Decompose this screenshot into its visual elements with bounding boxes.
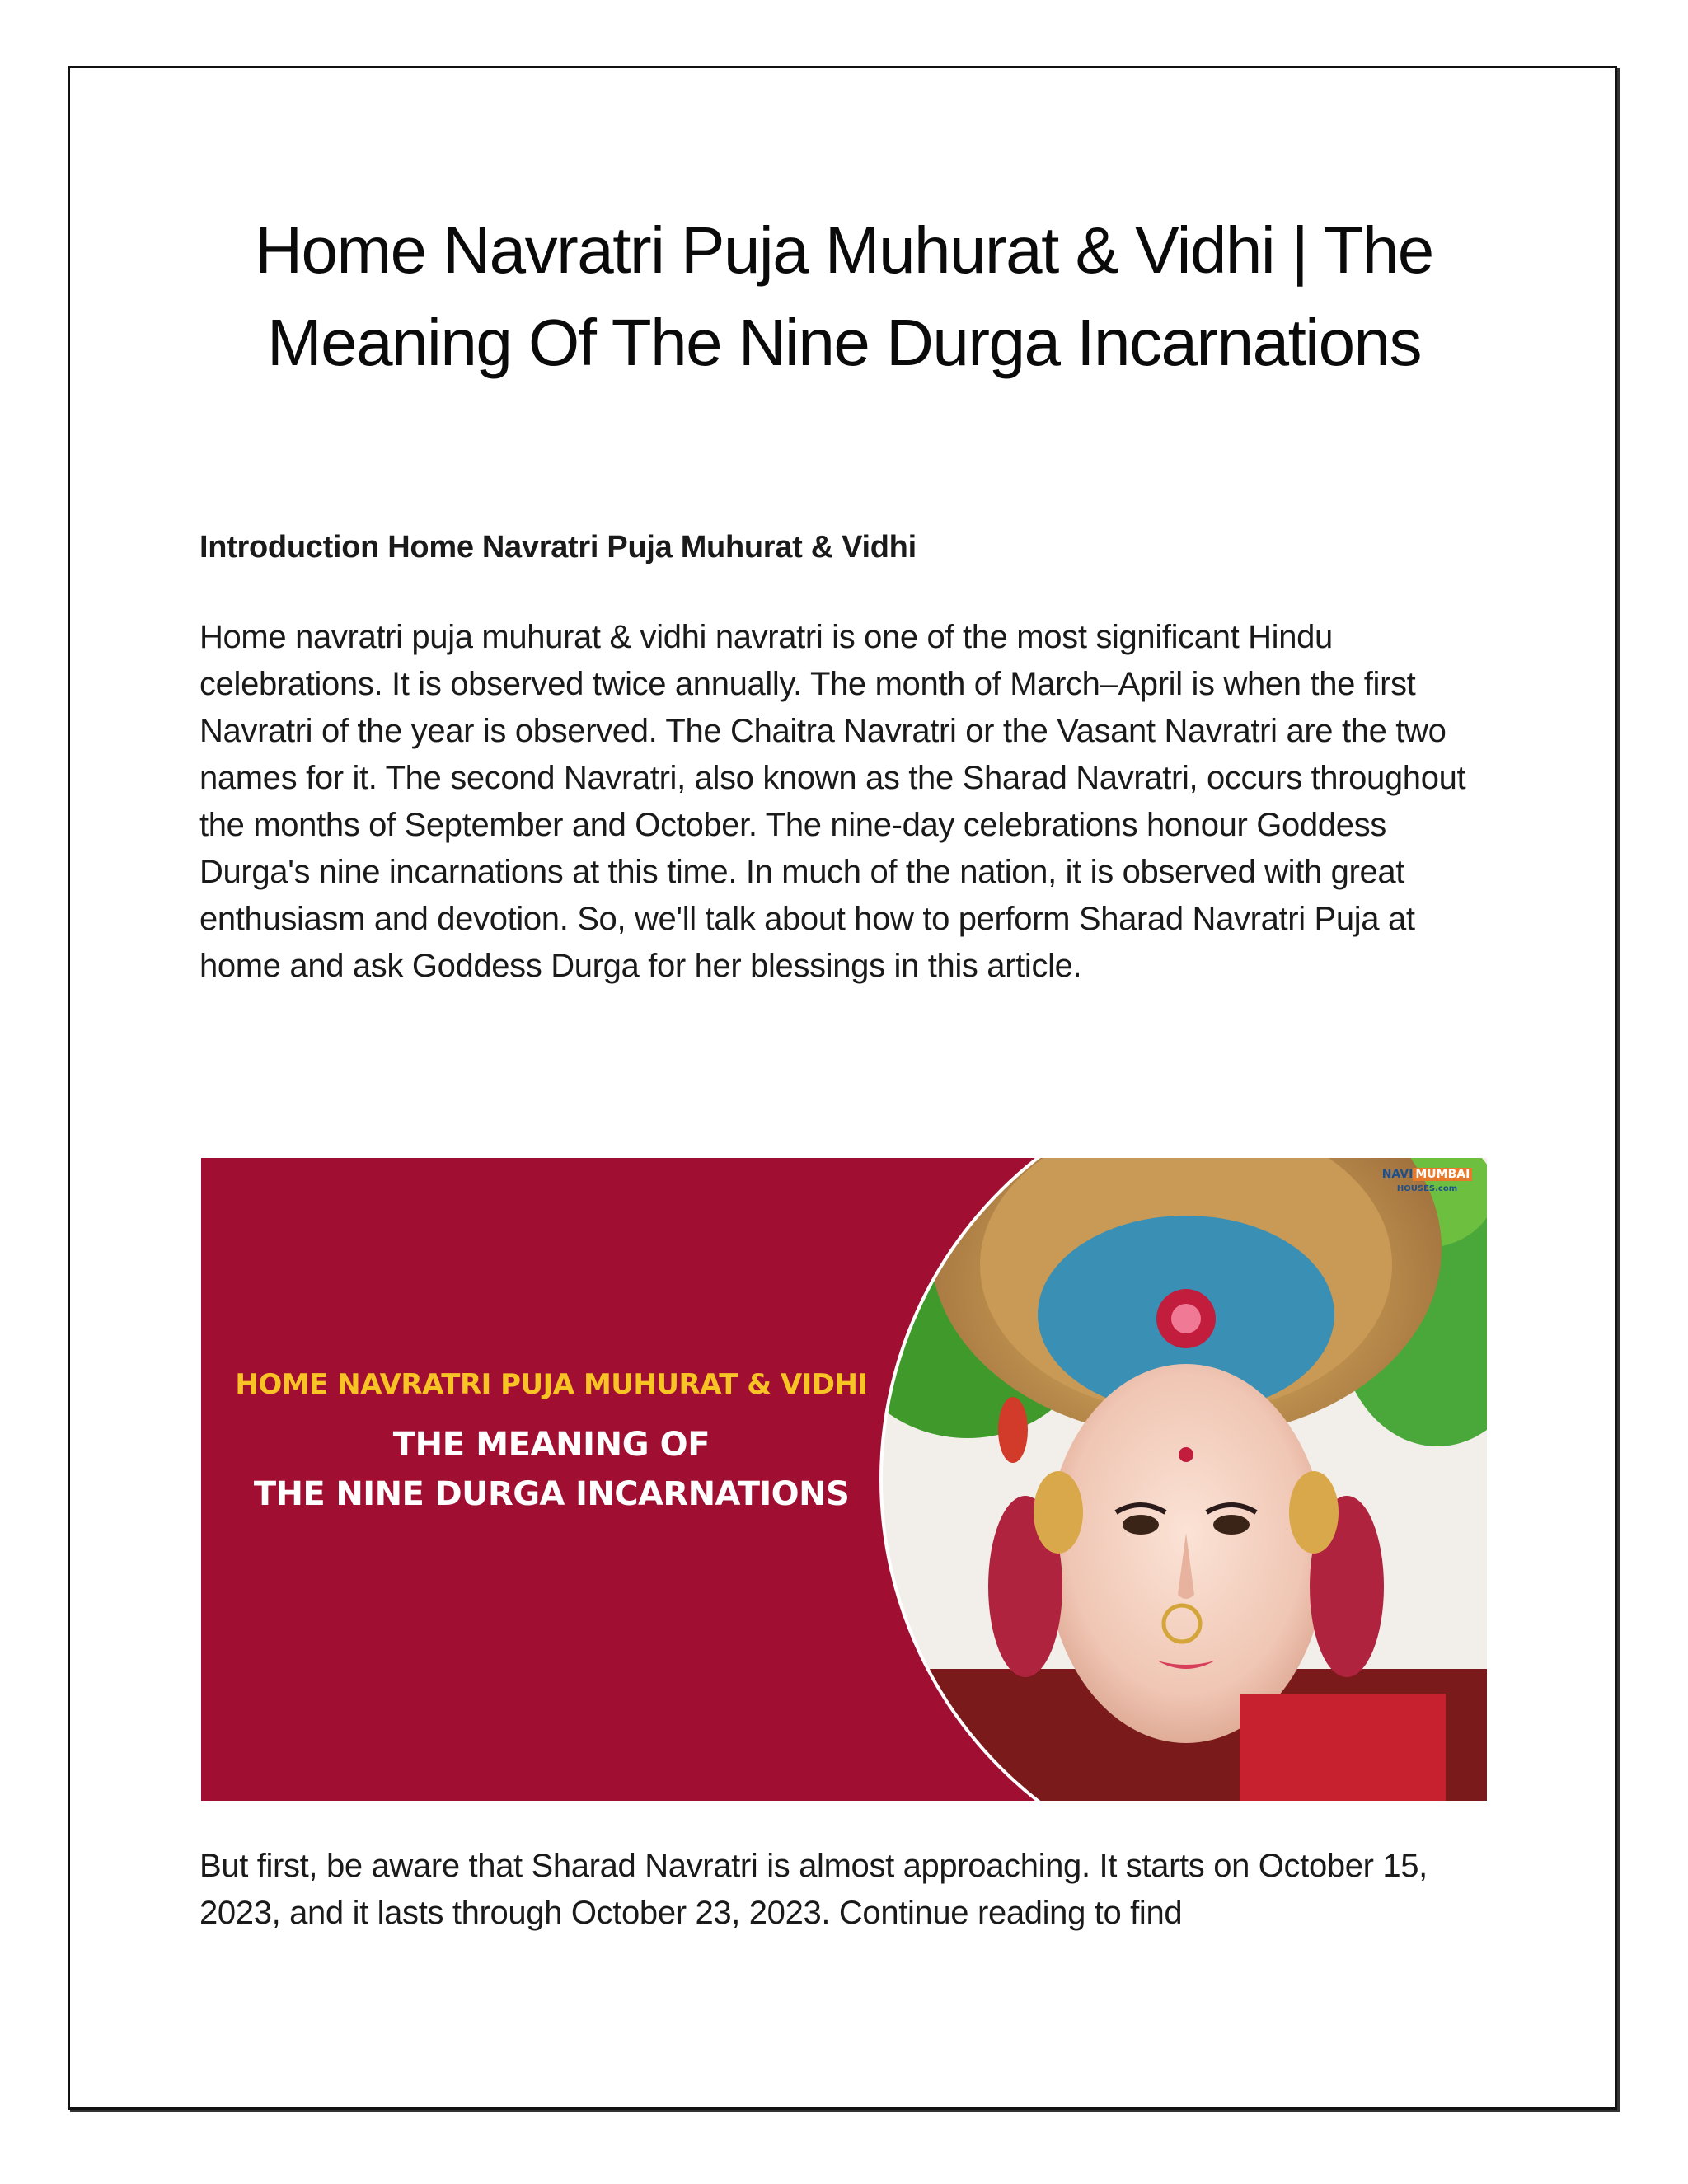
banner-subheadline: THE MEANING OF [392, 1426, 710, 1464]
closing-paragraph: But first, be aware that Sharad Navratri is almost approaching. It starts on October 15, 2023, and it lasts through October 23, 2023. Continue reading to find [199, 1848, 1428, 1931]
banner-subheadline-2: THE NINE DURGA INCARNATIONS [253, 1475, 850, 1513]
section-heading: Introduction Home Navratri Puja Muhurat & Vidhi [199, 530, 917, 565]
page-title: Home Navratri Puja Muhurat & Vidhi | The Meaning Of The Nine Durga Incarnations [255, 213, 1433, 379]
watermark-text-1: NAVI [1381, 1168, 1414, 1181]
watermark-text-2: MUMBAI [1413, 1168, 1472, 1181]
watermark-subtext: HOUSES.com [1396, 1184, 1458, 1193]
watermark-logo [1380, 1168, 1475, 1196]
banner-headline: HOME NAVRATRI PUJA MUHURAT & VIDHI [235, 1368, 868, 1401]
intro-paragraph: Home navratri puja muhurat & vidhi navratri is one of the most significant Hindu celebrations. It is observed twice annually. The month of March–April is when the first Navratri of the year is observed. The Chaitra Navratri or the Vasant Navratri are the two names for it. The second Navratri, also known as the Sharad Navratri, occurs throughout the months of September and October. The nine-day celebrations honour Goddess Durga's nine incarnations at this time. In much of the nation, it is observed with great enthusiasm and devotion. So, we'll talk about how to perform Sharad Navratri Puja at home and ask Goddess Durga for her blessings in this article. [199, 619, 1466, 984]
banner-image [201, 1158, 1487, 1801]
